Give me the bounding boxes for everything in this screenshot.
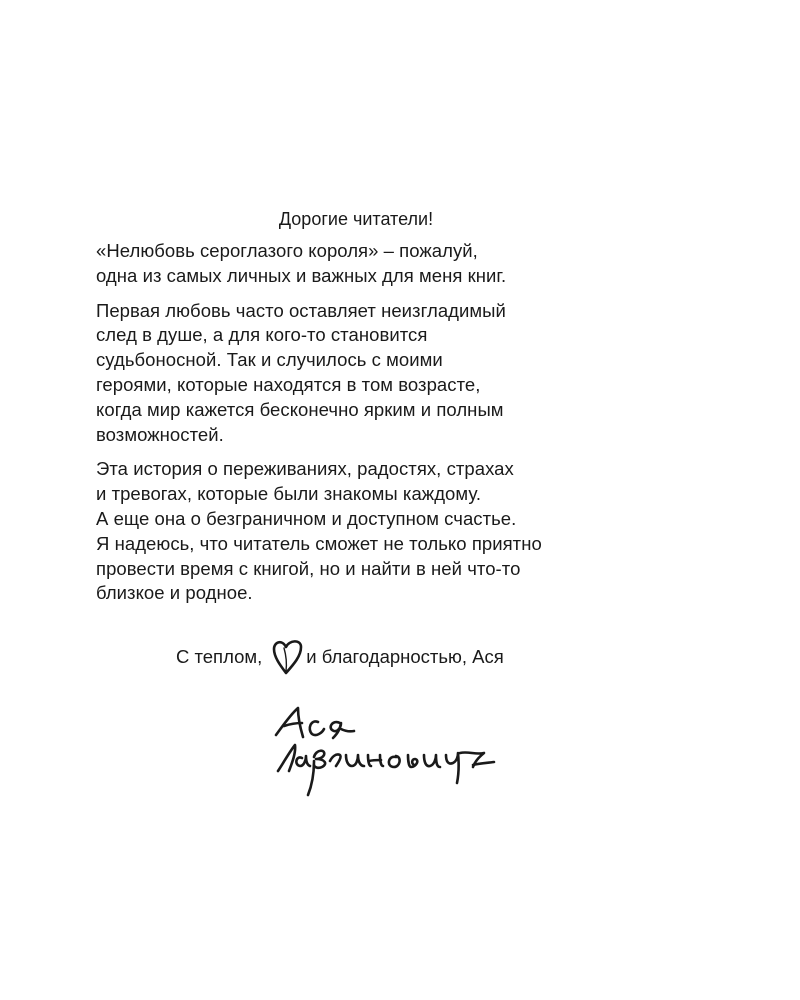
closing-line — [176, 637, 504, 677]
paragraph-1 — [96, 239, 696, 289]
paragraph-line: одна из самых личных и важных для меня книг. — [96, 264, 507, 286]
paragraph-line: «Нелюбовь сероглазого короля» – пожалуй, — [96, 240, 478, 261]
handwritten-signature — [270, 705, 500, 800]
closing-before: С теплом, — [176, 646, 263, 667]
paragraph-line: провести время с книгой, но и найти в ней что-то — [96, 557, 521, 579]
paragraph-line: Первая любовь часто оставляет неизгладимый — [96, 299, 506, 321]
paragraph-line: Эта история о переживаниях, радостях, страхах — [96, 458, 514, 480]
letter-body — [96, 206, 696, 616]
paragraph-line: близкое и родное. — [96, 582, 253, 604]
greeting: Дорогие читатели! — [278, 209, 434, 229]
paragraph-line: Я надеюсь, что читатель сможет не только приятно — [96, 532, 542, 554]
paragraph-2 — [96, 299, 696, 448]
closing-after: и благодарностью, Ася — [306, 646, 504, 667]
paragraph-3 — [96, 457, 696, 606]
paragraph-line: когда мир кажется бесконечно ярким и полным — [96, 398, 504, 420]
paragraph-line: и тревогах, которые были знакомы каждому. — [96, 483, 482, 505]
paragraph-line: след в душе, а для кого-то становится — [96, 324, 428, 346]
heart-icon — [271, 637, 305, 677]
paragraph-line: возможностей. — [96, 423, 224, 445]
paragraph-line: А еще она о безграничном и доступном счастье. — [96, 507, 517, 529]
paragraph-line: судьбоносной. Так и случилось с моими — [96, 349, 443, 371]
paragraph-line: героями, которые находятся в том возрасте, — [96, 373, 481, 395]
